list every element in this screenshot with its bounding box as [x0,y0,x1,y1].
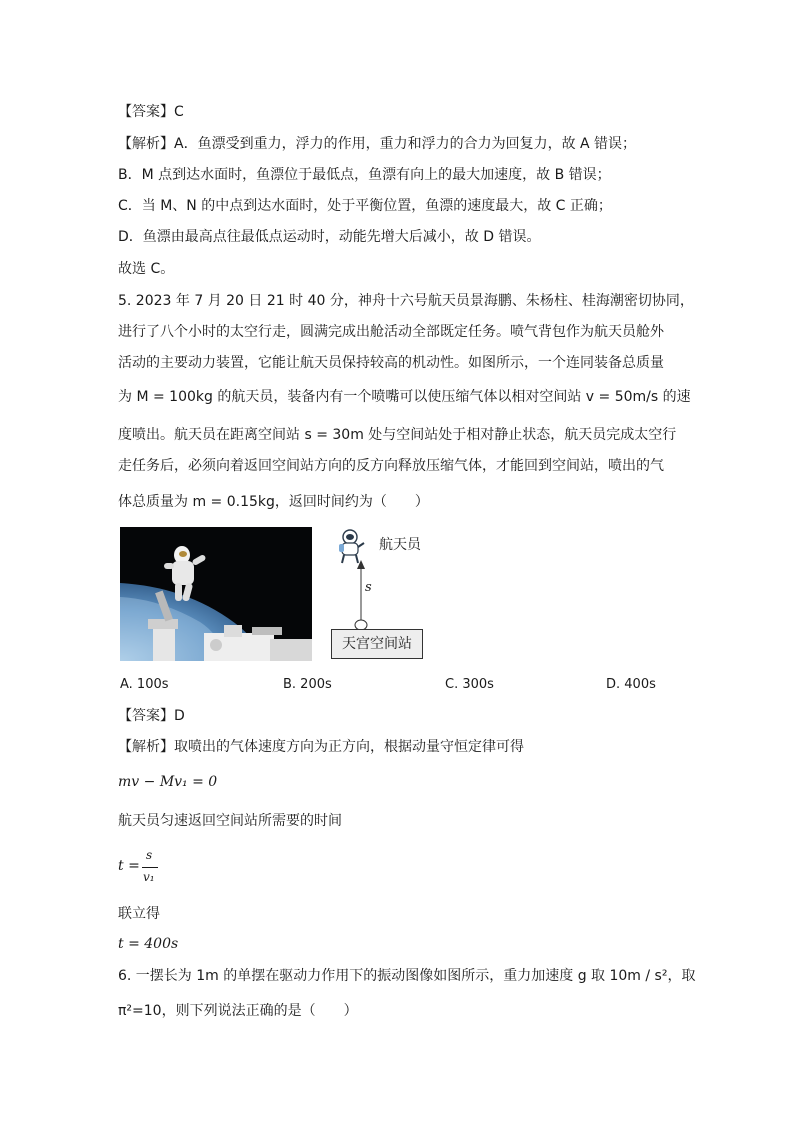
q5-line-5: 度喷出。航天员在距离空间站 s = 30m 处与空间站处于相对静止状态，航天员完成太空行 [118,427,677,443]
q5-analysis-intro: 【解析】取喷出的气体速度方向为正方向，根据动量守恒定律可得 [118,739,524,755]
astronaut-icon [339,530,364,563]
q5-answer: 【答案】D [118,708,185,724]
space-station-box: 天宫空间站 [331,629,423,659]
distance-label: s [365,580,372,595]
q4-analysis-d: D．鱼漂由最高点往最低点运动时，动能先增大后减小，故 D 错误。 [118,229,541,245]
option-c: C. 300s [445,677,494,692]
q5-result: t = 400s [118,936,179,952]
q5-line-3: 活动的主要动力装置，它能让航天员保持较高的机动性。如图所示，一个连同装备总质量 [118,355,664,371]
q4-analysis-c: C．当 M、N 的中点到达水面时，处于平衡位置，鱼漂的速度最大，故 C 正确； [118,198,612,214]
option-a: A. 100s [120,677,169,692]
q5-time-text: 航天员匀速返回空间站所需要的时间 [118,813,342,829]
q4-analysis-a: 【解析】A．鱼漂受到重力，浮力的作用，重力和浮力的合力为回复力，故 A 错误； [118,136,637,152]
q6-line-2: π²=10，则下列说法正确的是（ ） [118,1003,358,1019]
q5-line-6: 走任务后，必须向着返回空间站方向的反方向释放压缩气体，才能回到空间站，喷出的气 [118,458,664,474]
q5-line-7: 体总质量为 m = 0.15kg，返回时间约为（ ） [118,494,429,510]
option-d: D. 400s [606,677,656,692]
astronaut-station-diagram [326,523,466,665]
q5-line-1: 5. 2023 年 7 月 20 日 21 时 40 分，神舟十六号航天员景海鹏、朱杨柱、桂海潮密切协同， [118,293,694,309]
q4-analysis-b: B．M 点到达水面时，鱼漂位于最低点，鱼漂有向上的最大加速度，故 B 错误； [118,167,611,183]
q5-line-4: 为 M = 100kg 的航天员，装备内有一个喷嘴可以使压缩气体以相对空间站 v = 50m/s 的速 [118,389,691,405]
fraction-bar [142,867,158,868]
q6-line-1: 6. 一摆长为 1m 的单摆在驱动力作用下的振动图像如图所示，重力加速度 g 取 10m / s²，取 [118,968,696,984]
spacewalk-photo [120,527,312,661]
q4-conclusion: 故选 C。 [118,261,175,277]
astronaut-label: 航天员 [379,537,421,553]
option-b: B. 200s [283,677,332,692]
fraction-denominator: v₁ [143,870,155,884]
fraction-numerator: s [146,848,153,862]
q5-combine: 联立得 [118,906,160,922]
time-eq-lhs: t = [118,858,140,874]
q4-answer: 【答案】C [118,104,184,120]
q5-line-2: 进行了八个小时的太空行走，圆满完成出舱活动全部既定任务。喷气背包作为航天员舱外 [118,324,664,340]
momentum-equation: mv − Mv₁ = 0 [118,774,218,790]
